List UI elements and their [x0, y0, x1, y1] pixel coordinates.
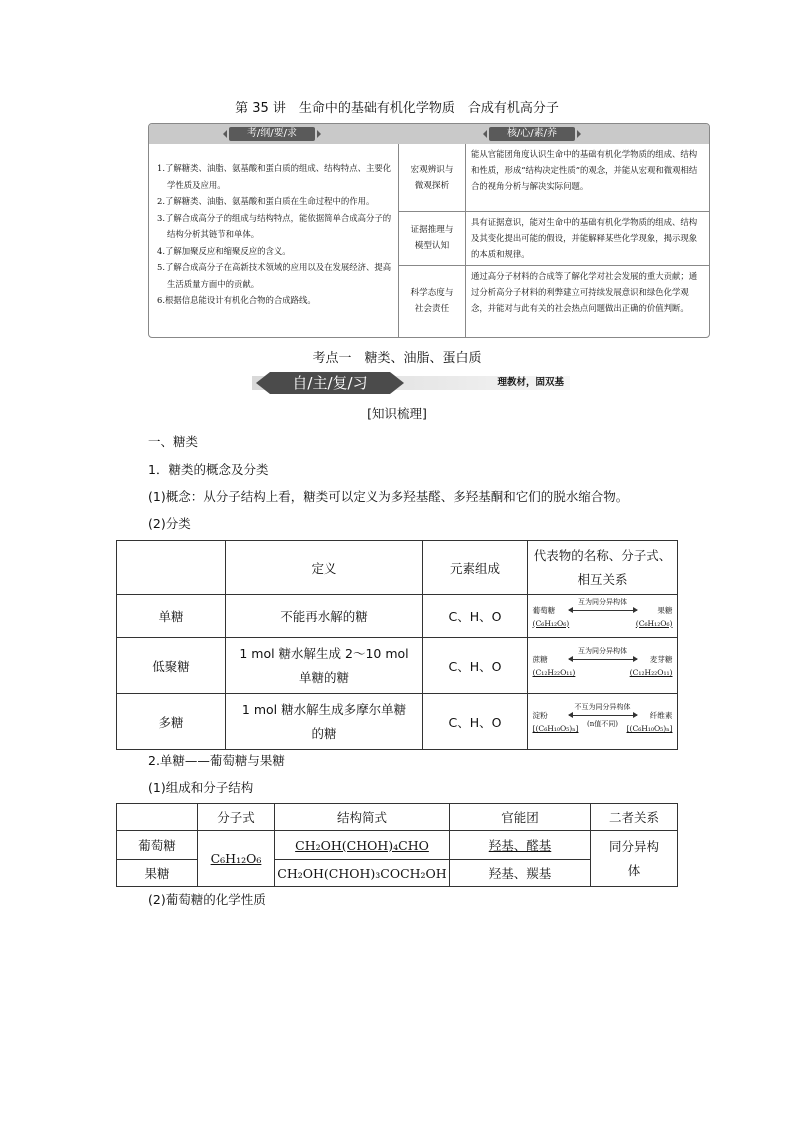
- relation-note: (n值不同): [587, 720, 618, 728]
- table-cell: CH₂OH(CHOH)₃COCH₂OH: [275, 860, 450, 887]
- table-header-cell: [117, 541, 226, 595]
- table-cell: 果糖: [117, 860, 198, 887]
- classification-table: [116, 540, 678, 750]
- molecular-formula: (C₆H₁₂O₆): [635, 618, 673, 628]
- table-cell: C、H、O: [423, 638, 528, 694]
- competency-name-line: 模型认知: [414, 241, 450, 251]
- table-cell: [226, 638, 423, 694]
- competency-name-line: 科学态度与: [410, 288, 454, 298]
- relation-cell: [528, 638, 678, 694]
- definition-line: 的糖: [311, 725, 337, 741]
- molecular-formula: (C₁₂H₂₂O₁₁): [629, 668, 673, 677]
- table-cell: [275, 831, 450, 860]
- relation-cell: [528, 694, 678, 750]
- compound-name: 麦芽糖: [649, 655, 673, 664]
- table-cell: [198, 831, 275, 887]
- table-cell: C、H、O: [423, 595, 528, 638]
- table-cell: [450, 831, 591, 860]
- header-line: 相互关系: [577, 571, 628, 587]
- table-header-cell: [528, 541, 678, 595]
- compound-name: 淀粉: [532, 711, 548, 720]
- structural-formula: CH₂OH(CHOH)₄CHO: [295, 837, 429, 853]
- competency-name-line: 证据推理与: [410, 225, 454, 235]
- table-cell: 单糖: [117, 595, 226, 638]
- competencies-heading: 核/心/素/养: [489, 127, 575, 141]
- molecular-formula: (C₆H₁₂O₆): [532, 618, 570, 628]
- isomer-relation: [533, 646, 673, 682]
- heading: 一、糖类: [148, 434, 199, 449]
- review-banner: [252, 372, 570, 394]
- relation-note: 不互为同分异构体: [574, 703, 631, 711]
- table-cell: 不能再水解的糖: [226, 595, 423, 638]
- table-row: [117, 595, 678, 638]
- table-cell: 葡萄糖: [117, 831, 198, 860]
- table-row: [117, 638, 678, 694]
- compound-name: 葡萄糖: [532, 605, 556, 615]
- table-cell: 低聚糖: [117, 638, 226, 694]
- table-header-cell: 官能团: [450, 804, 591, 831]
- table-header-cell: 二者关系: [591, 804, 678, 831]
- compound-name: 纤维素: [649, 711, 673, 720]
- lesson-title: 第 35 讲 生命中的基础有机化学物质 合成有机高分子: [235, 101, 559, 116]
- molecular-formula: [(C₆H₁₀O₅)ₙ]: [532, 724, 579, 733]
- table-row: [117, 804, 678, 831]
- molecular-formula: C₆H₁₂O₆: [210, 851, 262, 866]
- table-header-cell: [117, 804, 198, 831]
- requirement-item: 6.根据信息能设计有机化合物的合成路线。: [157, 295, 316, 305]
- competency-name-line: 社会责任: [414, 304, 450, 314]
- competency-desc: 能从官能团角度认识生命中的基础有机化学物质的组成、结构和性质，形成“结构决定性质”的观念，并能从宏观和微观相结合的视角分析与解决实际问题。: [471, 149, 698, 191]
- competency-name: [399, 285, 465, 317]
- section-title: 考点一 糖类、油脂、蛋白质: [312, 351, 482, 366]
- compound-name: 果糖: [657, 605, 673, 615]
- functional-group: 羟基、醛基: [488, 838, 552, 853]
- table-cell: [591, 831, 678, 887]
- double-arrow-icon: [569, 659, 637, 660]
- table-header-cell: 分子式: [198, 804, 275, 831]
- banner-slogan: 理教材，固双基: [497, 377, 564, 388]
- requirement-item: 1.了解糖类、油脂、氨基酸和蛋白质的组成、结构特点、主要化学性质及应用。: [157, 163, 392, 190]
- requirement-item: 2.了解糖类、油脂、氨基酸和蛋白质在生命过程中的作用。: [157, 196, 375, 206]
- definition-line: 单糖的糖: [298, 669, 349, 685]
- relation-cell: [528, 595, 678, 638]
- isomer-relation: [533, 702, 673, 738]
- table-header-cell: 定义: [226, 541, 423, 595]
- subheading: 1．糖类的概念及分类: [148, 462, 269, 477]
- divider: [398, 265, 709, 266]
- competency-name-line: 宏观辨识与: [410, 165, 454, 175]
- molecular-formula: (C₁₂H₂₂O₁₁): [532, 668, 576, 677]
- requirement-item: 4.了解加聚反应和缩聚反应的含义。: [157, 245, 291, 256]
- overview-table: [148, 123, 710, 338]
- relation-line: 同分异构: [608, 838, 659, 854]
- relation-note: 互为同分异构体: [578, 647, 627, 655]
- relation-note: 互为同分异构体: [578, 597, 627, 606]
- table-cell: 羟基、羰基: [450, 860, 591, 887]
- subheading: (1)组成和分子结构: [148, 780, 254, 795]
- table-row: [117, 831, 678, 860]
- table-row: [117, 541, 678, 595]
- double-arrow-icon: [569, 715, 637, 716]
- competency-name-line: 微观探析: [414, 181, 450, 191]
- table-cell: [226, 694, 423, 750]
- knowledge-title: [知识梳理]: [367, 406, 427, 421]
- banner-label: 自/主/复/习: [270, 372, 390, 394]
- requirement-item: 3.了解合成高分子的组成与结构特点，能依据简单合成高分子的结构分析其链节和单体。: [157, 212, 392, 239]
- competency-name: [399, 222, 465, 254]
- divider: [465, 144, 466, 337]
- compound-name: 蔗糖: [532, 655, 548, 664]
- requirement-item: 5.了解合成高分子在高新技术领域的应用以及在发展经济、提高生活质量方面中的贡献。: [157, 262, 392, 289]
- paragraph: (1)概念：从分子结构上看，糖类可以定义为多羟基醛、多羟基酮和它们的脱水缩合物。: [148, 489, 629, 504]
- subheading: 2.单糖——葡萄糖与果糖: [148, 753, 285, 768]
- table-cell: C、H、O: [423, 694, 528, 750]
- subheading: (2)葡萄糖的化学性质: [148, 892, 266, 907]
- competency-desc: 通过高分子材料的合成等了解化学对社会发展的重大贡献；通过分析高分子材料的利弊建立可持续发展意识和绿色化学观念，并能对与此有关的社会热点问题做出正确的价值判断。: [471, 271, 698, 313]
- competency-desc: 具有证据意识，能对生命中的基础有机化学物质的组成、结构及其变化提出可能的假设，并能解释某些化学现象，揭示现象的本质和规律。: [471, 217, 698, 259]
- definition-line: 1 mol 糖水解生成多摩尔单糖: [241, 701, 407, 717]
- table-cell: 多糖: [117, 694, 226, 750]
- table-header-cell: 元素组成: [423, 541, 528, 595]
- divider: [398, 211, 709, 212]
- definition-line: 1 mol 糖水解生成 2～10 mol: [239, 645, 409, 661]
- header-line: 代表物的名称、分子式、: [533, 547, 672, 563]
- structure-table: [116, 803, 678, 887]
- requirements-list: [157, 160, 393, 309]
- molecular-formula: [(C₆H₁₀O₅)ₙ]: [626, 724, 673, 733]
- competency-name: [399, 162, 465, 194]
- requirements-heading: 考/纲/要/求: [229, 127, 315, 141]
- isomer-relation: [533, 597, 673, 633]
- table-row: [117, 694, 678, 750]
- double-arrow-icon: [569, 610, 637, 611]
- subheading: (2)分类: [148, 516, 191, 531]
- relation-line: 体: [627, 862, 641, 878]
- table-header-cell: 结构简式: [275, 804, 450, 831]
